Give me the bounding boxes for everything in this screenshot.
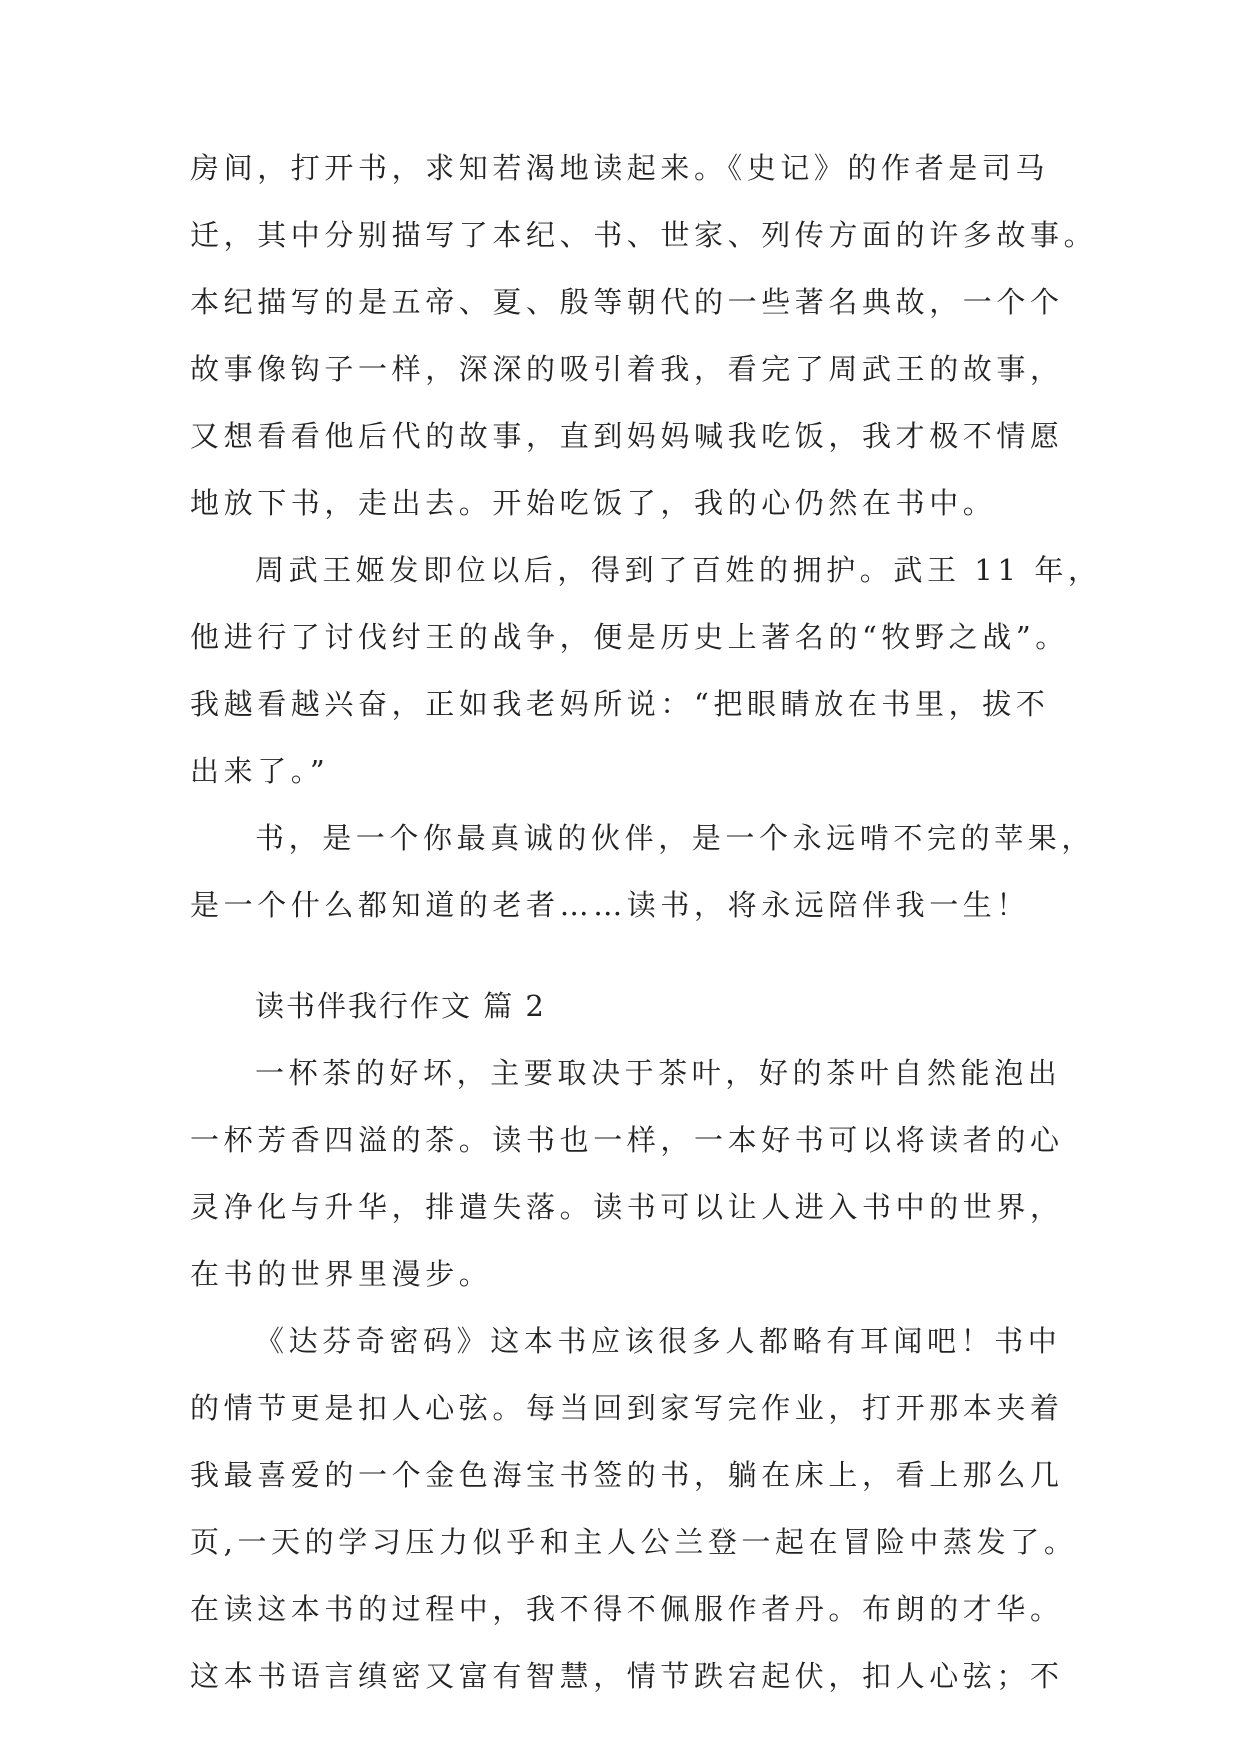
text-line: 本纪描写的是五帝、夏、殷等朝代的一些著名典故，一个个 [190, 285, 1064, 319]
text-line: 灵净化与升华，排遣失落。读书可以让人进入书中的世界， [190, 1190, 1064, 1224]
text-line: 我最喜爱的一个金色海宝书签的书，躺在床上，看上那么几 [190, 1458, 1064, 1492]
section-heading: 读书伴我行作文 篇 2 [255, 989, 546, 1023]
paragraph-first-line: 周武王姬发即位以后，得到了百姓的拥护。武王 11 年， [255, 553, 1102, 587]
text-line: 出来了。” [190, 754, 330, 788]
text-line: 在书的世界里漫步。 [190, 1257, 493, 1291]
paragraph-first-line: 一杯茶的好坏，主要取决于茶叶，好的茶叶自然能泡出 [255, 1056, 1062, 1090]
text-line: 故事像钩子一样，深深的吸引着我，看完了周武王的故事， [190, 352, 1064, 386]
text-line: 迁，其中分别描写了本纪、书、世家、列传方面的许多故事。 [190, 218, 1098, 252]
text-line: 房间，打开书，求知若渴地读起来。《史记》的作者是司马 [190, 151, 1050, 185]
text-line: 又想看看他后代的故事，直到妈妈喊我吃饭，我才极不情愿 [190, 419, 1064, 453]
text-line: 在读这本书的过程中，我不得不佩服作者丹。布朗的才华。 [190, 1592, 1064, 1626]
text-line: 是一个什么都知道的老者……读书，将永远陪伴我一生！ [190, 888, 1031, 922]
text-line: 的情节更是扣人心弦。每当回到家写完作业，打开那本夹着 [190, 1391, 1064, 1425]
text-line: 他进行了讨伐纣王的战争，便是历史上著名的“牧野之战”。 [190, 620, 1069, 654]
text-line: 我越看越兴奋，正如我老妈所说：“把眼睛放在书里，拔不 [190, 687, 1050, 721]
text-line: 地放下书，走出去。开始吃饭了，我的心仍然在书中。 [190, 486, 997, 520]
text-line: 页,一天的学习压力似乎和主人公兰登一起在冒险中蒸发了。 [190, 1525, 1078, 1559]
text-line: 这本书语言缜密又富有智慧，情节跌宕起伏，扣人心弦；不 [190, 1659, 1064, 1693]
paragraph-first-line: 《达芬奇密码》这本书应该很多人都略有耳闻吧！书中 [255, 1324, 1062, 1358]
paragraph-first-line: 书，是一个你最真诚的伙伴，是一个永远啃不完的苹果， [255, 821, 1096, 855]
text-line: 一杯芳香四溢的茶。读书也一样，一本好书可以将读者的心 [190, 1123, 1064, 1157]
